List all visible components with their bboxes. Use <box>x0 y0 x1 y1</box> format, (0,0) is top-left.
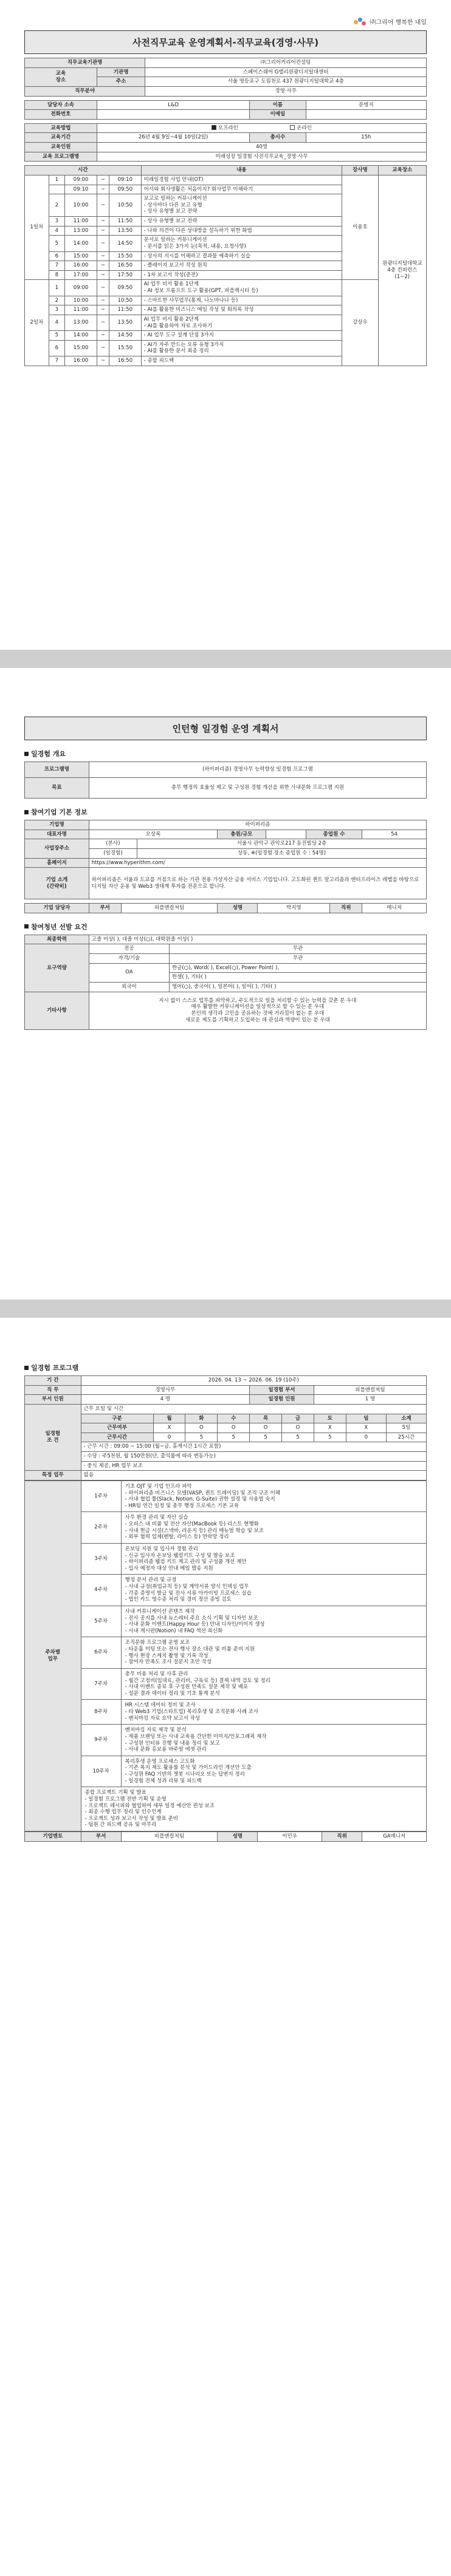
prog-num-label: 부서 인원 <box>25 1395 81 1405</box>
week-row <box>25 1637 427 1669</box>
week-row <box>25 1700 427 1725</box>
etc-label: 기타사항 <box>25 992 89 1029</box>
addr2-label: (일경험) <box>89 848 137 858</box>
resp-rank-label: 직위 <box>330 904 362 913</box>
field-label: 직무분야 <box>25 86 145 96</box>
overview-purpose-label: 목표 <box>25 778 89 799</box>
hour-cell: 0 <box>346 1433 386 1442</box>
schedule-dash: ~ <box>97 175 109 185</box>
resp-name-label: 성명 <box>218 904 258 913</box>
schedule-content: - 종합 피드백 <box>141 356 342 366</box>
schedule-start: 11:00 <box>65 305 97 315</box>
schedule-dash: ~ <box>97 331 109 341</box>
work-label: 근무 요일 및 시간 <box>81 1404 426 1414</box>
emp-label: 종업원 수 <box>306 830 362 839</box>
schedule-dash: ~ <box>97 305 109 315</box>
schedule-content: - 상사 유형별 보고 전략 <box>141 217 342 227</box>
prog-mentor-label: 일경험 인원 <box>250 1395 314 1405</box>
overview-purpose-value: 총무 행정의 효율성 제고 및 구성원 경험 개선을 위한 사내문화 프로그램 지원 <box>89 778 426 799</box>
schedule-end: 15:50 <box>109 251 141 261</box>
staff-email-value <box>306 110 426 120</box>
week-number: 3주차 <box>81 1543 121 1575</box>
schedule-period: 4 <box>49 315 64 330</box>
logo-text: ㈜그리어 행복한 내일 <box>370 19 427 26</box>
cert-value: 무관 <box>169 954 426 964</box>
schedule-day-label: 1일차 <box>25 175 49 280</box>
sched-header-content: 내용 <box>141 166 342 175</box>
schedule-period: 3 <box>49 217 64 227</box>
schedule-period: 1 <box>49 175 64 185</box>
schedule-period: 6 <box>49 340 64 356</box>
schedule-end: 14:50 <box>109 331 141 341</box>
mentor-name-label: 성명 <box>218 1832 258 1842</box>
day-header-cell: 토 <box>314 1414 346 1423</box>
schedule-end: 11:50 <box>109 305 141 315</box>
schedule-dash: ~ <box>97 280 109 296</box>
brand-logo <box>354 17 427 26</box>
mentor-label: 기업멘토 <box>25 1832 81 1842</box>
overview-prog-value: (하이퍼리즘) 경영사무 능력향상 일경험 프로그램 <box>89 762 426 778</box>
schedule-dash: ~ <box>97 270 109 280</box>
schedule-dash: ~ <box>97 194 109 217</box>
oa-value-2: 한셀( ), 기타( ) <box>169 973 426 983</box>
schedule-content: - AI를 활용한 비즈니스 메일 작성 및 회의록 작성 <box>141 305 342 315</box>
place-label: 교육 장소 <box>25 67 97 86</box>
company-contact-table <box>24 903 427 913</box>
method-table <box>24 123 427 162</box>
requirement-table <box>24 935 427 1030</box>
oa-label: OA <box>89 963 169 982</box>
program-table <box>24 1375 427 1481</box>
count-label: 교육인원 <box>25 143 97 152</box>
overview-prog-label: 프로그램명 <box>25 762 89 778</box>
emp-value: 54 <box>362 830 427 839</box>
schedule-start: 09:00 <box>65 175 97 185</box>
schedule-end: 13:50 <box>109 315 141 330</box>
schedule-content: 어서와 회사생활은 처음이지? 회사업무 이해하기 <box>141 185 342 194</box>
schedule-start: 10:00 <box>65 296 97 305</box>
s4-title: 일경험 프로그램 <box>24 1363 427 1372</box>
resp-rank-value: 매니저 <box>362 904 427 913</box>
resp-label: 기업 담당자 <box>25 904 89 913</box>
schedule-dash: ~ <box>97 315 109 330</box>
count-value: 40명 <box>97 143 426 152</box>
cond-label: 일경험 조 건 <box>25 1404 81 1470</box>
week-row <box>25 1668 427 1700</box>
schedule-start: 09:10 <box>65 185 97 194</box>
schedule-day-label: 2일차 <box>25 280 49 366</box>
schedule-table <box>24 165 427 366</box>
week-content: 종합 프로젝트 기획 및 발표 - 일경험 프로그램 전반 기획 및 운영 - 프로젝트 레시피와 협업하여 세부 일정 예산안 편성 보조 - 최종 수행 업무 정리 및 인수인계 - 프로젝트 성과 보고서 작성 및 발표 준비 - 팀원 간 피드백 공유 및 마무리 <box>81 1787 426 1831</box>
schedule-place: 원광디지털대학교 4층 컨퍼런스(1~2) <box>378 175 426 366</box>
offline-checkbox[interactable]: 오프라인 <box>212 125 238 131</box>
schedule-content: - AI 업무 도구 설계 단점 3가지 <box>141 331 342 341</box>
home-link[interactable]: https://www.hyperithm.com/ <box>89 858 426 868</box>
schedule-content: 문서로 일하는 커뮤니케이션 - 문서를 읽은 3가지 눈(목적, 내용, 요청사항) <box>141 236 342 251</box>
schedule-period: 7 <box>49 261 64 271</box>
company-table <box>24 820 427 899</box>
prog-job-value: 경영사무 <box>81 1385 250 1395</box>
schedule-period: 5 <box>49 331 64 341</box>
intro-value: 하이퍼리즘은 서울과 도쿄를 거점으로 하는 기관 전용 가상자산 금융 서비스 기업입니다. 고도화된 퀀트 알고리즘과 엔터프라이즈 레벨을 바탕으로 디지털 자산 운용 및 Web3 생태계 투자를 전문으로 합니다. <box>89 868 426 899</box>
schedule-period: 1 <box>49 280 64 296</box>
schedule-dash: ~ <box>97 226 109 236</box>
org-value: ㈜그리어커리어컨설팅 <box>145 58 427 68</box>
schedule-end: 13:50 <box>109 226 141 236</box>
schedule-start: 16:00 <box>65 261 97 271</box>
home-label: 홈페이지 <box>25 858 89 868</box>
schedule-end: 17:50 <box>109 270 141 280</box>
work-cell: 근무여부 <box>81 1423 153 1433</box>
schedule-start: 15:00 <box>65 340 97 356</box>
week-content: 복리후생 운영 프로세스 고도화 - 기존 복지 제도 활용률 분석 및 가이드라인 개선안 도출 - 구성원 FAQ 기반의 챗봇 시나리오 또는 답변지 정리 - 일경험 전체 성과 리뷰 및 피드백 <box>121 1756 426 1787</box>
day-header-cell: 금 <box>282 1414 314 1423</box>
staff-name-value: 문병지 <box>306 100 426 110</box>
schedule-end: 15:50 <box>109 340 141 356</box>
doc1-title: 사전직무교육 운영계획서-직무교육(경영·사무) <box>24 30 427 54</box>
work-cell: O <box>250 1423 282 1433</box>
method-label: 교육방법 <box>25 123 97 133</box>
work-cell: 5일 <box>386 1423 426 1433</box>
addr-label-2: 사업장주소 <box>25 839 89 858</box>
schedule-dash: ~ <box>97 261 109 271</box>
prog-mentor-value: 1 명 <box>314 1395 426 1405</box>
sched-header-instructor: 강사명 <box>342 166 378 175</box>
schedule-end: 09:50 <box>109 185 141 194</box>
mentor-dept-label: 부서 <box>81 1832 121 1842</box>
schedule-start: 14:00 <box>65 236 97 251</box>
ceo-value: 오상록 <box>89 830 218 839</box>
online-checkbox[interactable]: 온라인 <box>290 125 312 131</box>
doc2-title: 인턴형 일경험 운영 계획서 <box>24 717 427 740</box>
schedule-period: 5 <box>49 236 64 251</box>
hour-cell: 근무시간 <box>81 1433 153 1442</box>
oa-value-1: 한글(○), Word( ), Excel(○), Power Point( ), <box>169 963 426 973</box>
lang-value: 영어(○), 중국어( ), 일본어( ), 일어( ), 기타( ) <box>169 982 426 992</box>
addr1-value: 서울시 관악구 관악로217 동진빌딩 2층 <box>137 839 427 849</box>
hour-cell: 5 <box>282 1433 314 1442</box>
page-separator-1 <box>0 650 451 668</box>
mentor-name-value: 이민우 <box>258 1832 322 1842</box>
overview-table <box>24 762 427 799</box>
major-label: 전공 <box>89 944 169 954</box>
prog-label: 교육 프로그램명 <box>25 152 97 162</box>
staff-email-label: 이메일 <box>250 110 306 120</box>
addr2-value: 상동, ※(일경험 장소 종업원 수 : 54명) <box>137 848 427 858</box>
edu-value: 고졸 이상( ), 대졸 이상(○), 대학원졸 이상( ) <box>89 935 426 944</box>
week-content: 온보딩 지원 및 입사자 경험 관리 - 신규 입사자 온보딩 웰컴키트 구성 및 발송 보조 - 하이퍼리즘 웰컴 키트 제고 관리 및 구성품 개선 제안 - 입사 예정자 대상 안내 메일 발송 지원 <box>121 1543 426 1575</box>
total-label: 총시수 <box>250 133 306 143</box>
resp-dept-value: 피플앤컬쳐팀 <box>121 904 218 913</box>
week-number: 1주차 <box>81 1481 121 1512</box>
special-value: 없음 <box>81 1471 426 1481</box>
schedule-content: 보고로 일하는 커뮤니케이션 - 상사마다 다른 보고 유형 - 상사 유형별 보고 전략 <box>141 194 342 217</box>
mentor-rank-label: 직위 <box>322 1832 362 1842</box>
staff-table <box>24 100 427 120</box>
weekly-label: 주차별 업무 <box>25 1481 81 1831</box>
page-1 <box>24 12 427 366</box>
schedule-row <box>25 175 427 185</box>
schedule-dash: ~ <box>97 340 109 356</box>
week-content: 벤치마킹 자료 제작 및 분석 - 제품 브랜딩 또는 사내 교육용 간단한 이미지/인포그래픽 제작 - 구성원 인터뷰 진행 및 내용 정리 및 보고 - 사내 문화 홍보용 바주얼 에셋 관리 <box>121 1725 426 1756</box>
schedule-content: AI 업무 비서 활용 1단계 - AI 정보 프롬프트 도구 활용(GPT, 퍼플렉시티 등) <box>141 280 342 296</box>
schedule-dash: ~ <box>97 236 109 251</box>
week-content: 사무 환경 관리 및 자산 실습 - 오피스 내 비품 및 전산 자산(MacBook 등) 리스트 현행화 - 사내 현금 시설(스낵바, 라운지 등) 관리 매뉴얼 학습 및 보조 - 외부 협력 업체(렌탈, 라이스 등) 연락망 정리 <box>121 1512 426 1544</box>
week-number: 8주차 <box>81 1700 121 1725</box>
prog-period-value: 2026. 04. 13 ~ 2026. 06. 19 (10주) <box>81 1376 426 1386</box>
schedule-start: 13:00 <box>65 315 97 330</box>
work-cell: O <box>218 1423 250 1433</box>
org-label: 직무교육기관명 <box>25 58 145 68</box>
week-row <box>25 1543 427 1575</box>
schedule-instructor: 강상우 <box>342 280 378 366</box>
prog-job-label: 직 무 <box>25 1385 81 1395</box>
schedule-period: 7 <box>49 356 64 366</box>
hour-cell: 5 <box>250 1433 282 1442</box>
week-content: 행정 문서 관리 및 규정 - 사내 규정(취업규칙 등) 및 계약서류 양식 인덱싱 업무 - 각종 증명서 발급 및 전사 서류 아카이빙 프로세스 실습 - 법인 카드 영수증 처리 및 경비 정산 증빙 검토 <box>121 1575 426 1606</box>
work-cell: O <box>185 1423 218 1433</box>
benefit-note: - 중식 제공, HR 업무 보조 <box>81 1461 426 1471</box>
page-3 <box>24 1354 427 1842</box>
schedule-dash: ~ <box>97 356 109 366</box>
week-row <box>25 1606 427 1637</box>
day-header-cell: 소계 <box>386 1414 426 1423</box>
pay-note: - 수당 : 주5천원, 월 150만원(단, 출석률에 따라 변동가능) <box>81 1452 426 1462</box>
mentor-table <box>24 1831 427 1842</box>
week-number: 9주차 <box>81 1725 121 1756</box>
schedule-end: 09:10 <box>109 175 141 185</box>
schedule-content: - 스마트한 사무업무(통계, 나노바나나 등) <box>141 296 342 305</box>
week-row <box>25 1756 427 1787</box>
schedule-content: AI 업무 비서 활용 2단계 - AI를 활용하여 자료 조사하기 <box>141 315 342 330</box>
schedule-period: 2 <box>49 296 64 305</box>
schedule-content: - 상사의 지시를 이해하고 결과물 예측하기 실습 <box>141 251 342 261</box>
schedule-content: 미래일경험 사업 안내(OT) <box>141 175 342 185</box>
schedule-period: 8 <box>49 270 64 280</box>
schedule-start: 16:00 <box>65 356 97 366</box>
staff-name-label: 이름 <box>250 100 306 110</box>
prog-num-value: 4 명 <box>81 1395 250 1405</box>
week-content: 사내 커뮤니케이션 콘텐츠 제작 - 전사 공지를 사내 뉴스레터 주요 소식 기획 및 디자인 보조 - 사내 문화 이벤트(Happy Hour 등) 안내 디자인/이미지 생성 - 사내 게시판(Notion) 내 FAQ 섹션 최신화 <box>121 1606 426 1637</box>
cert-label: 자격/기술 <box>89 954 169 964</box>
s3-title: 참여청년 선발 요건 <box>24 922 427 932</box>
addr-label: 주소 <box>97 77 145 87</box>
work-cell: X <box>314 1423 346 1433</box>
staff-dept-label: 담당자 소속 <box>25 100 97 110</box>
schedule-end: 16:50 <box>109 356 141 366</box>
week-row <box>25 1575 427 1606</box>
schedule-start: 11:00 <box>65 217 97 227</box>
s2-title: 참여기업 기본 정보 <box>24 807 427 817</box>
week-number: 6주차 <box>81 1637 121 1669</box>
major-value: 무관 <box>169 944 426 954</box>
schedule-dash: ~ <box>97 217 109 227</box>
week-row <box>25 1725 427 1756</box>
week-number: 5주차 <box>81 1606 121 1637</box>
company-label: 기업명 <box>25 820 89 830</box>
schedule-content: - AI가 자주 만드는 오류 유형 3가지 - AI를 활용한 문서 최종 정리 <box>141 340 342 356</box>
day-header-cell: 목 <box>250 1414 282 1423</box>
prog-value: 미래성장 일경험 사전직무교육_경영·사무 <box>97 152 426 162</box>
method-options <box>97 123 426 133</box>
day-header-cell: 월 <box>153 1414 185 1423</box>
schedule-row <box>25 280 427 296</box>
ceo-label: 대표자명 <box>25 830 89 839</box>
mentor-dept-value: 피플앤컬쳐팀 <box>121 1832 218 1842</box>
schedule-end: 10:50 <box>109 194 141 217</box>
schedule-start: 09:00 <box>65 280 97 296</box>
schedule-end: 10:50 <box>109 296 141 305</box>
week-row <box>25 1481 427 1512</box>
week-content: 기초 OJT 및 기업 인프라 파악 - 하이퍼리즘 비즈니스 모델(VASP, 퀀트 트레이딩) 및 조직 구조 이해 - 사내 협업 툴(Slack, Notion, G-Suite) 권한 설정 및 사용법 숙지 - HR팀 연간 일정 및 총무 행정 프로세스 기본 교육 <box>121 1481 426 1512</box>
time-note: - 근무 시간 : 09:00 ~ 15:00 (월~금, 휴게시간 1시간 포함) <box>81 1442 426 1452</box>
place-name-value: 스페이스쉐어 G밸리원광디지털대센터 <box>145 67 427 77</box>
work-cell: X <box>153 1423 185 1433</box>
page-separator-2 <box>0 1300 451 1318</box>
schedule-start: 17:00 <box>65 270 97 280</box>
hour-cell: 5 <box>218 1433 250 1442</box>
staff-tel-value <box>97 110 249 120</box>
edu-label: 최종학력 <box>25 935 89 944</box>
special-label: 특정 업무 <box>25 1471 81 1481</box>
place-name-label: 기관명 <box>97 67 145 77</box>
resp-name-value: 박지영 <box>258 904 330 913</box>
hour-cell: 25시간 <box>386 1433 426 1442</box>
week-number: 10주차 <box>81 1756 121 1787</box>
day-header-cell: 구분 <box>81 1414 153 1423</box>
schedule-start: 10:00 <box>65 194 97 217</box>
work-cell: X <box>346 1423 386 1433</box>
prog-dept-value: 피플앤컬쳐팀 <box>314 1385 426 1395</box>
schedule-period: 4 <box>49 226 64 236</box>
company-value: 하이퍼리즘 <box>89 820 426 830</box>
schedule-end: 11:50 <box>109 217 141 227</box>
staff-tel-label: 전화번호 <box>25 110 97 120</box>
schedule-period: 6 <box>49 251 64 261</box>
schedule-dash: ~ <box>97 185 109 194</box>
week-number: 7주차 <box>81 1668 121 1700</box>
page-1-header <box>24 12 427 30</box>
week-content: 조직문화 프로그램 운영 보조 - 타운홀 미팅 또는 전사 행사 장소 대관 및 비품 준비 지원 - 행사 현장 스케치 촬영 및 기록 작성 - 참여자 만족도 조사 설문지 초안 작성 <box>121 1637 426 1669</box>
schedule-end: 14:50 <box>109 236 141 251</box>
week-content: HR 시스템 데이터 정비 및 조사 - 타 Web3 기업(스타트업) 복리후생 및 조직문화 사례 조사 - 벤치마킹 자료 요약 보고서 작성 <box>121 1700 426 1725</box>
period-value: 26년 4월 9일~4월 10일(2일) <box>97 133 249 143</box>
intro-label: 기업 소개 (간략히) <box>25 868 89 899</box>
schedule-instructor: 이용호 <box>342 175 378 280</box>
addr1-label: (본사) <box>89 839 137 849</box>
lang-label: 외국어 <box>89 982 169 992</box>
s1-title: 일경험 개요 <box>24 749 427 758</box>
total-value: 15h <box>306 133 426 143</box>
schedule-dash: ~ <box>97 251 109 261</box>
mentor-rank-value: GA매니저 <box>362 1832 427 1842</box>
hour-cell: 5 <box>314 1433 346 1442</box>
size-value <box>266 830 306 839</box>
week-row <box>25 1512 427 1544</box>
schedule-content: - 나와 의견이 다른 상대방을 설득하기 위한 화법 <box>141 226 342 236</box>
schedule-period: 2 <box>49 194 64 217</box>
hour-cell: 0 <box>153 1433 185 1442</box>
schedule-end: 16:50 <box>109 261 141 271</box>
schedule-period: 3 <box>49 305 64 315</box>
weekly-table <box>24 1481 427 1831</box>
training-info-table <box>24 58 427 97</box>
period-label: 교육기간 <box>25 133 97 143</box>
work-cell: O <box>282 1423 314 1433</box>
req-label: 요구역량 <box>25 944 89 992</box>
prog-dept-label: 일경험 부서 <box>250 1385 314 1395</box>
schedule-dash: ~ <box>97 296 109 305</box>
day-header-cell: 수 <box>218 1414 250 1423</box>
schedule-end: 09:50 <box>109 280 141 296</box>
resp-dept-label: 부서 <box>89 904 121 913</box>
schedule-start: 15:00 <box>65 251 97 261</box>
field-value: 경영·사무 <box>145 86 427 96</box>
etc-value: 지시 없이 스스로 업무를 파악하고, 주도적으로 일을 처리할 수 있는 능력을 갖춘 분 우대 매우 활발한 커뮤니케이션을 일상적으로 할 수 있는 분 우대 본인의 생각과 고민을 공유하는 것에 거리낌이 없는 분 우대 새로운 제도를 기획하고 도입하는 데 관심과 역량이 있는 분 우대 <box>89 992 426 1029</box>
schedule-period <box>49 185 64 194</box>
week-number: 2주차 <box>81 1512 121 1544</box>
prog-period-label: 기 간 <box>25 1376 81 1386</box>
staff-dept-value: L&D <box>97 100 249 110</box>
sched-header-place: 교육장소 <box>378 166 426 175</box>
size-label: 총원/규모 <box>218 830 266 839</box>
page-2 <box>24 717 427 1030</box>
schedule-content: - 클레이지 보고서 작성 원칙 <box>141 261 342 271</box>
week-number: 4주차 <box>81 1575 121 1606</box>
addr-value: 서울 영등포구 도림천로 437 원광디지털대학교 4층 <box>145 77 427 87</box>
schedule-start: 14:00 <box>65 331 97 341</box>
week-row <box>25 1787 427 1831</box>
day-header-cell: 화 <box>185 1414 218 1423</box>
logo-icon <box>354 18 367 26</box>
schedule-content: - 1차 보고서 작성(준전) <box>141 270 342 280</box>
hour-cell: 5 <box>185 1433 218 1442</box>
week-content: 총무 비용 처리 및 사후 관리 - 월간 고정비(임대료, 관리비, 구독료 등) 결제 내역 검토 및 정리 - 사내 이벤트 종료 후 구성원 만족도 설문 제작 및 배포 - 설문 결과 데이터 정리 및 기초 통계 분석 <box>121 1668 426 1700</box>
day-header-cell: 일 <box>346 1414 386 1423</box>
schedule-start: 13:00 <box>65 226 97 236</box>
sched-header-time: 시간 <box>25 166 142 175</box>
